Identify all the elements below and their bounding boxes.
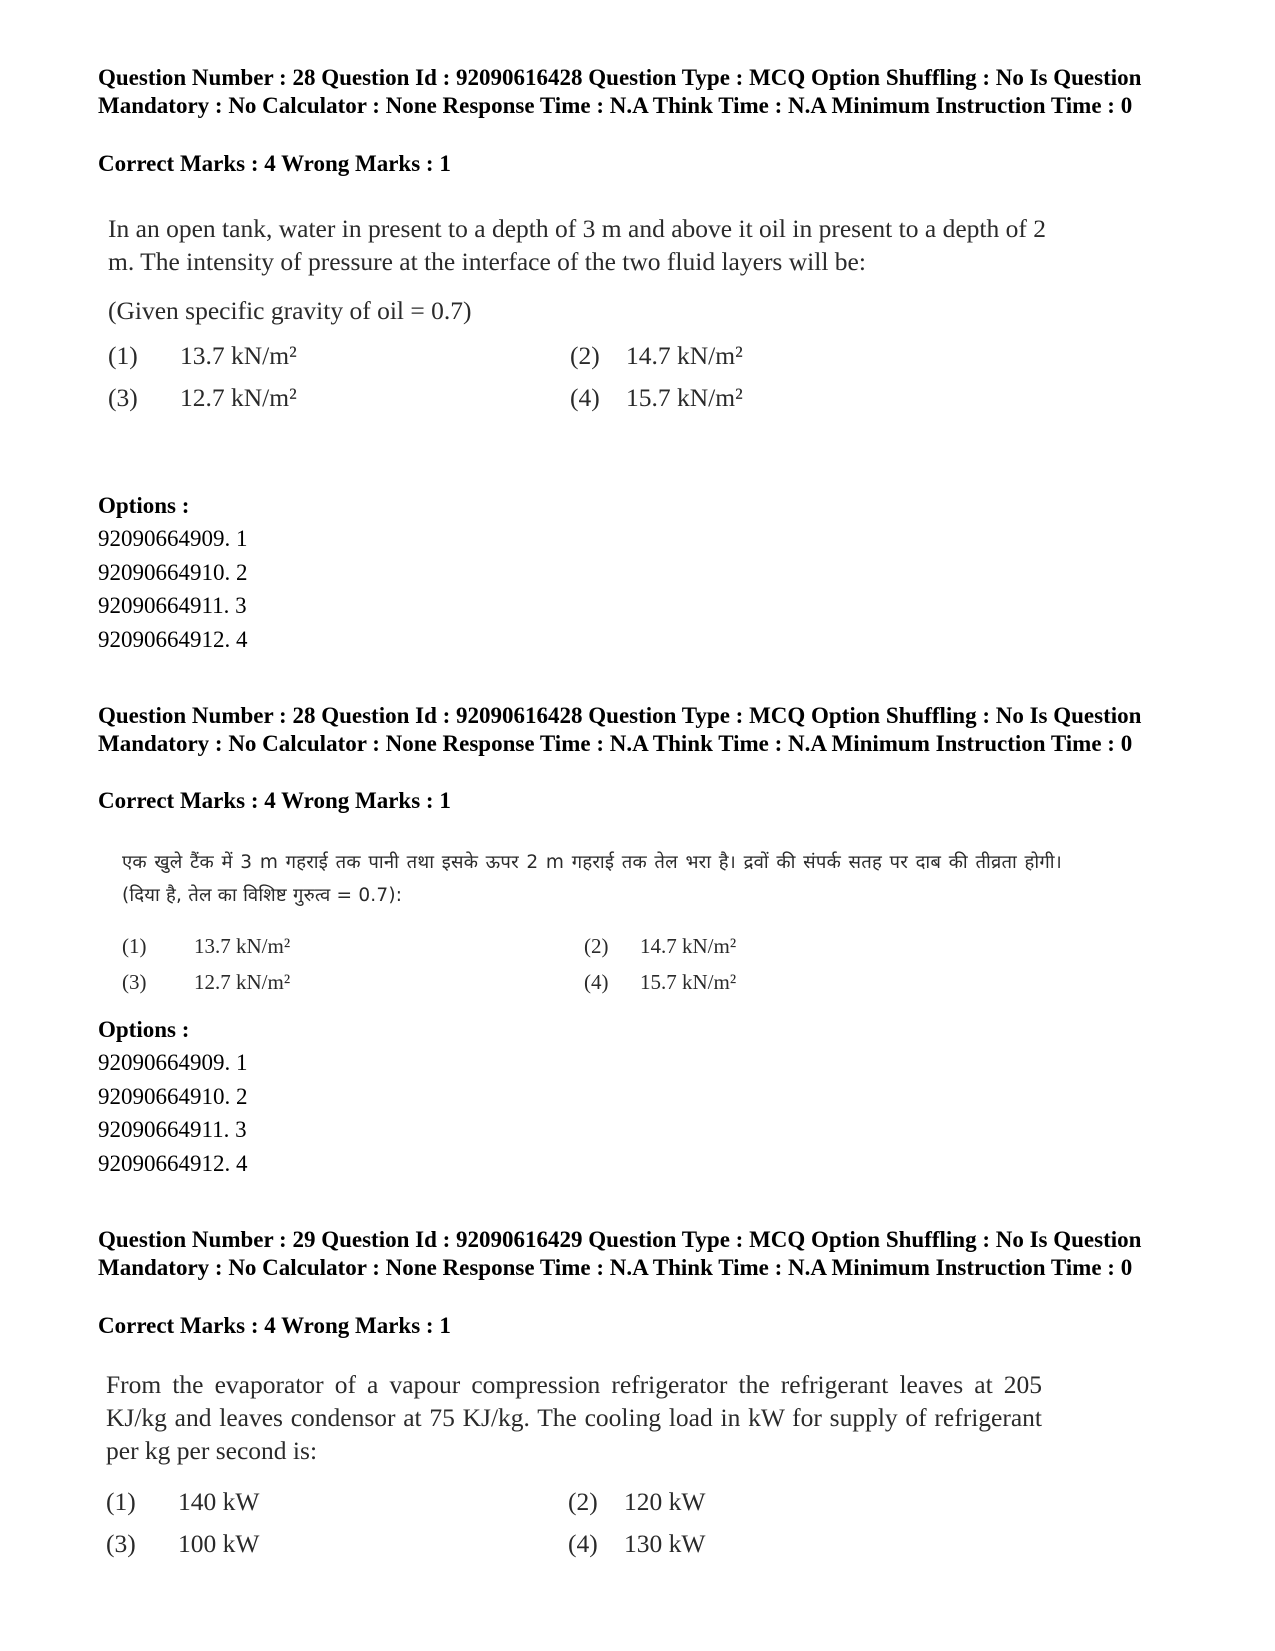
choice-value: 130 kW	[624, 1529, 706, 1558]
choice-value: 12.7 kN/m²	[194, 970, 291, 994]
choice-value: 13.7 kN/m²	[194, 934, 291, 958]
option-id: 92090664912. 4	[98, 1151, 248, 1176]
choice-number: (3)	[106, 1529, 136, 1558]
choice-item	[568, 1485, 705, 1518]
option-id: 92090664910. 2	[98, 1084, 248, 1109]
question-text: In an open tank, water in present to a depth of 3 m and above it oil in present to a depth of 2 m. The intensity of pressure at the interface of the two fluid layers will be:	[108, 214, 1046, 276]
choice-grid	[106, 1485, 1042, 1575]
choice-number: (1)	[108, 341, 138, 370]
choice-value: 13.7 kN/m²	[180, 341, 297, 370]
option-id: 92090664910. 2	[98, 560, 248, 585]
choice-number: (2)	[570, 341, 600, 370]
options-title: Options :	[98, 493, 190, 518]
choice-item	[584, 966, 736, 999]
choice-item	[570, 381, 743, 414]
option-id: 92090664911. 3	[98, 593, 247, 618]
marks-line: Correct Marks : 4 Wrong Marks : 1	[98, 151, 451, 176]
question-image	[108, 212, 1046, 429]
choice-number: (4)	[570, 383, 600, 412]
marks-line: Correct Marks : 4 Wrong Marks : 1	[98, 788, 451, 813]
choice-number: (2)	[568, 1487, 598, 1516]
question-given: (Given specific gravity of oil = 0.7)	[108, 296, 472, 325]
options-title: Options :	[98, 1017, 190, 1042]
choice-number: (1)	[122, 934, 147, 958]
question-image	[122, 846, 1062, 1006]
choice-value: 140 kW	[178, 1487, 260, 1516]
question-header: Question Number : 28 Question Id : 92090616428 Question Type : MCQ Option Shuffling : No Is Question Mandatory : No Calculator : None Response Time : N.A Think Time : N.A Minimum Instruction Time : 0	[98, 65, 1142, 118]
choice-item	[570, 339, 743, 372]
choice-value: 14.7 kN/m²	[640, 934, 737, 958]
choice-item	[122, 930, 290, 963]
choice-number: (4)	[584, 970, 609, 994]
choice-number: (3)	[122, 970, 147, 994]
choice-item	[108, 381, 297, 414]
marks-line: Correct Marks : 4 Wrong Marks : 1	[98, 1313, 451, 1338]
choice-item	[122, 966, 290, 999]
option-id: 92090664909. 1	[98, 1050, 248, 1075]
choice-value: 120 kW	[624, 1487, 706, 1516]
choice-item	[584, 930, 736, 963]
choice-item	[108, 339, 297, 372]
choice-value: 14.7 kN/m²	[626, 341, 743, 370]
choice-number: (2)	[584, 934, 609, 958]
choice-number: (1)	[106, 1487, 136, 1516]
choice-value: 15.7 kN/m²	[640, 970, 737, 994]
choice-number: (4)	[568, 1529, 598, 1558]
question-text: From the evaporator of a vapour compression refrigerator the refrigerant leaves at 205 KJ/kg and leaves condensor at 75 KJ/kg. The cooling load in kW for supply of refrigerant per kg per second is:	[106, 1370, 1042, 1465]
choice-grid	[122, 930, 1062, 1006]
choice-item	[568, 1527, 705, 1560]
option-id: 92090664909. 1	[98, 526, 248, 551]
question-image	[106, 1368, 1042, 1575]
choice-grid	[108, 339, 1046, 429]
choice-value: 15.7 kN/m²	[626, 383, 743, 412]
question-header: Question Number : 29 Question Id : 92090616429 Question Type : MCQ Option Shuffling : No Is Question Mandatory : No Calculator : None Response Time : N.A Think Time : N.A Minimum Instruction Time : 0	[98, 1227, 1142, 1280]
choice-number: (3)	[108, 383, 138, 412]
choice-item	[106, 1485, 259, 1518]
choice-value: 12.7 kN/m²	[180, 383, 297, 412]
choice-item	[106, 1527, 259, 1560]
option-id: 92090664911. 3	[98, 1117, 247, 1142]
question-header: Question Number : 28 Question Id : 92090616428 Question Type : MCQ Option Shuffling : No Is Question Mandatory : No Calculator : None Response Time : N.A Think Time : N.A Minimum Instruction Time : 0	[98, 703, 1142, 756]
choice-value: 100 kW	[178, 1529, 260, 1558]
question-text: एक खुले टैंक में 3 m गहराई तक पानी तथा इसके ऊपर 2 m गहराई तक तेल भरा है। द्रवों की संपर्क सतह पर दाब की तीव्रता होगी। (दिया है, तेल का विशिष्ट गुरुत्व = 0.7):	[122, 852, 1062, 906]
option-id: 92090664912. 4	[98, 627, 248, 652]
